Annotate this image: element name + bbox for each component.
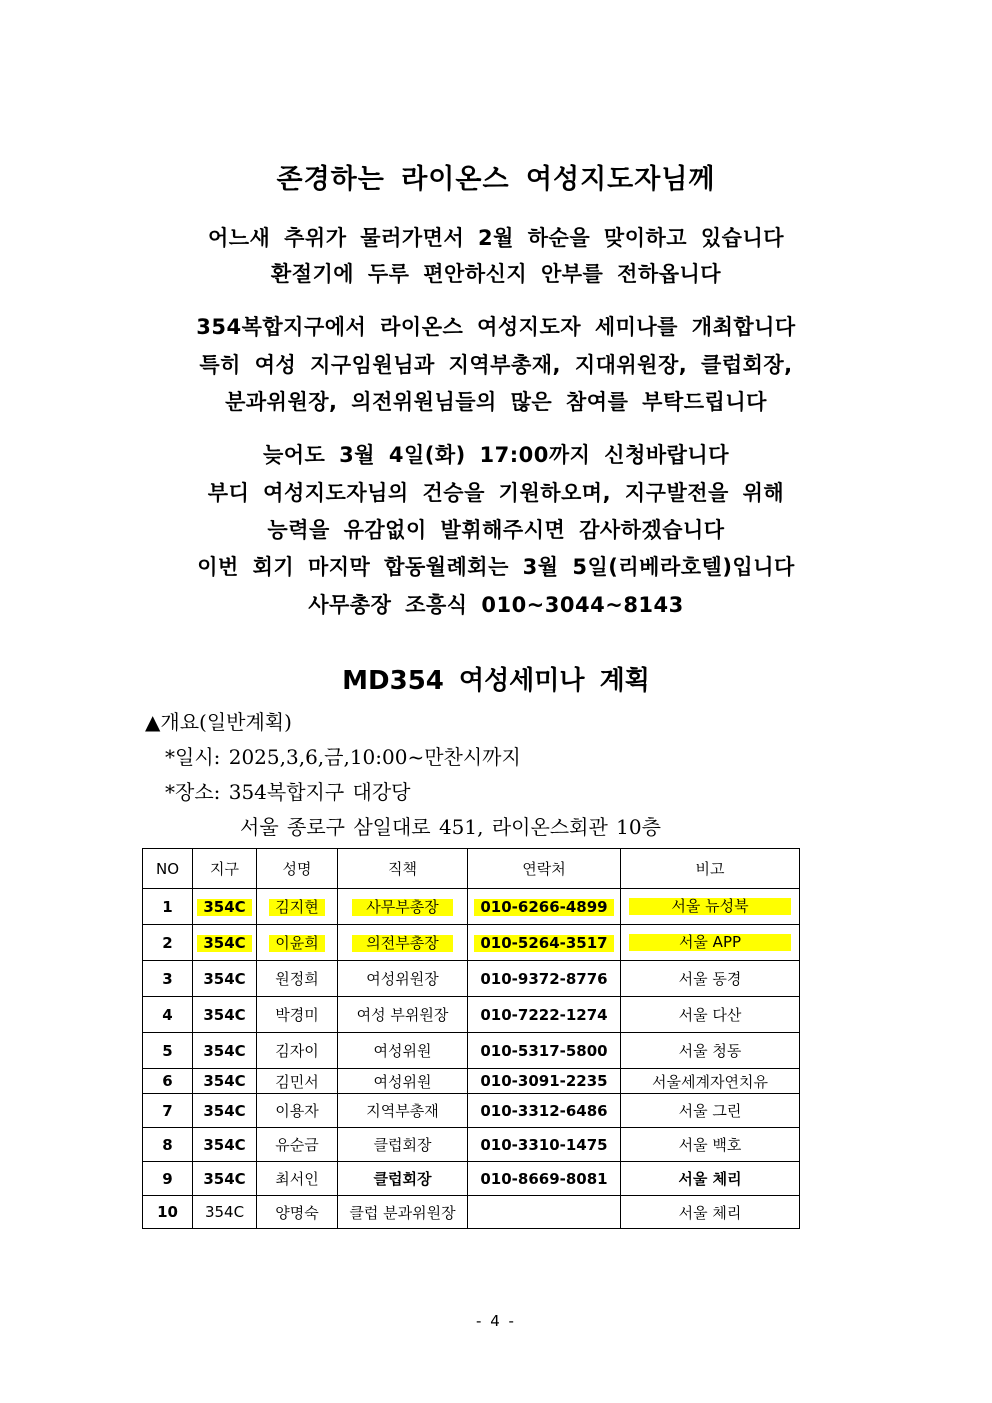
table-row [143, 1033, 800, 1069]
row-position: 여성위원 [338, 1033, 468, 1069]
participants-table [142, 848, 800, 1229]
letter-line-5: 분과위원장, 의전위원님들의 많은 참여를 부탁드립니다 [225, 390, 767, 414]
row-district: 354C [193, 1128, 257, 1162]
row-phone: 010-8669-8081 [468, 1162, 621, 1196]
row-no: 8 [143, 1128, 193, 1162]
row-name: 이용자 [257, 1094, 338, 1128]
row-no: 5 [143, 1033, 193, 1069]
row-no: 3 [143, 961, 193, 997]
row-note: 서울 동경 [621, 961, 800, 997]
row-name: 김자이 [257, 1033, 338, 1069]
plan-venue: *장소: 354복합지구 대강당 [165, 780, 411, 804]
row-district: 354C [197, 935, 251, 952]
row-position: 클럽회장 [338, 1128, 468, 1162]
row-district: 354C [197, 899, 251, 916]
letter-contact-line: 사무총장 조흥식 010~3044~8143 [308, 593, 684, 617]
row-note: 서울 다산 [621, 997, 800, 1033]
row-no: 10 [143, 1196, 193, 1229]
row-position: 사무부총장 [352, 899, 452, 916]
page-number: - 4 - [476, 1312, 516, 1330]
header-position: 직책 [338, 849, 468, 889]
row-district: 354C [193, 1162, 257, 1196]
letter-line-7: 부디 여성지도자님의 건승을 기원하오며, 지구발전을 위해 [207, 481, 785, 505]
row-phone: 010-9372-8776 [468, 961, 621, 997]
row-name: 원정희 [257, 961, 338, 997]
row-position: 의전부총장 [352, 935, 452, 952]
table-row [143, 1128, 800, 1162]
row-name: 김지현 [269, 899, 324, 916]
row-no: 2 [143, 925, 193, 961]
letter-line-6: 늦어도 3월 4일(화) 17:00까지 신청바랍니다 [262, 443, 729, 467]
row-name: 이윤희 [269, 935, 324, 952]
row-name: 양명숙 [257, 1196, 338, 1229]
row-district: 354C [193, 1033, 257, 1069]
table-header-row [143, 849, 800, 889]
row-position: 클럽 분과위원장 [338, 1196, 468, 1229]
row-phone: 010-5317-5800 [468, 1033, 621, 1069]
row-note: 서울 뉴성북 [629, 898, 791, 915]
header-phone: 연락처 [468, 849, 621, 889]
header-name: 성명 [257, 849, 338, 889]
row-district: 354C [193, 997, 257, 1033]
table-row [143, 1196, 800, 1229]
row-no: 7 [143, 1094, 193, 1128]
row-note: 서울세계자연치유 [621, 1069, 800, 1094]
header-no: NO [143, 849, 193, 889]
row-phone [468, 1196, 621, 1229]
table-row [143, 1162, 800, 1196]
letter-line-3: 354복합지구에서 라이온스 여성지도자 세미나를 개최합니다 [196, 315, 796, 339]
letter-title: 존경하는 라이온스 여성지도자님께 [276, 164, 716, 195]
row-phone: 010-3310-1475 [468, 1128, 621, 1162]
row-note: 서울 청동 [621, 1033, 800, 1069]
row-district: 354C [193, 1069, 257, 1094]
row-no: 6 [143, 1069, 193, 1094]
letter-line-4: 특히 여성 지구임원님과 지역부총재, 지대위원장, 클럽회장, [199, 353, 793, 377]
row-phone: 010-5264-3517 [474, 935, 613, 952]
row-position: 여성위원장 [338, 961, 468, 997]
plan-datetime: *일시: 2025,3,6,금,10:00~만찬시까지 [165, 745, 521, 769]
letter-line-9: 이번 회기 마지막 합동월례회는 3월 5일(리베라호텔)입니다 [197, 555, 795, 579]
table-row [143, 1094, 800, 1128]
table-row [143, 997, 800, 1033]
table-row [143, 1069, 800, 1094]
letter-line-2: 환절기에 두루 편안하신지 안부를 전하옵니다 [270, 262, 722, 286]
row-no: 4 [143, 997, 193, 1033]
row-phone: 010-7222-1274 [468, 997, 621, 1033]
row-district: 354C [193, 1094, 257, 1128]
table-row [143, 925, 800, 961]
header-note: 비고 [621, 849, 800, 889]
row-note: 서울 백호 [621, 1128, 800, 1162]
row-note: 서울 그린 [621, 1094, 800, 1128]
row-district: 354C [193, 1196, 257, 1229]
row-phone: 010-3091-2235 [468, 1069, 621, 1094]
table-row [143, 961, 800, 997]
row-position: 클럽회장 [338, 1162, 468, 1196]
row-district: 354C [193, 961, 257, 997]
row-name: 박경미 [257, 997, 338, 1033]
plan-address: 서울 종로구 삼일대로 451, 라이온스회관 10층 [240, 815, 661, 839]
header-district: 지구 [193, 849, 257, 889]
plan-overview-heading: ▲개요(일반계획) [145, 710, 292, 734]
letter-line-8: 능력을 유감없이 발휘해주시면 감사하겠습니다 [267, 518, 725, 542]
row-phone: 010-3312-6486 [468, 1094, 621, 1128]
letter-line-1: 어느새 추위가 물러가면서 2월 하순을 맞이하고 있습니다 [207, 226, 785, 250]
row-no: 1 [143, 889, 193, 925]
row-name: 김민서 [257, 1069, 338, 1094]
row-note: 서울 체리 [621, 1196, 800, 1229]
row-position: 지역부총재 [338, 1094, 468, 1128]
row-note: 서울 APP [629, 934, 791, 951]
row-no: 9 [143, 1162, 193, 1196]
row-name: 유순금 [257, 1128, 338, 1162]
row-phone: 010-6266-4899 [474, 899, 613, 916]
table-row [143, 889, 800, 925]
row-name: 최서인 [257, 1162, 338, 1196]
plan-title: MD354 여성세미나 계획 [342, 666, 650, 696]
row-position: 여성 부위원장 [338, 997, 468, 1033]
row-note: 서울 체리 [621, 1162, 800, 1196]
row-position: 여성위원 [338, 1069, 468, 1094]
